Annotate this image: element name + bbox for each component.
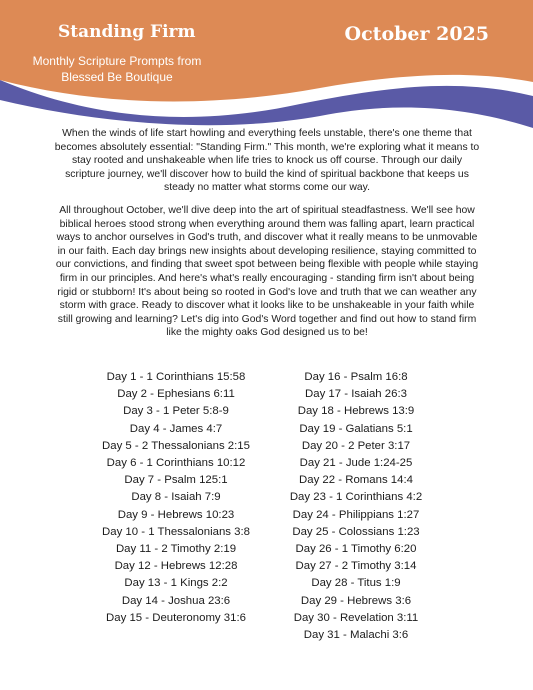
day-item: Day 4 - James 4:7 xyxy=(129,422,223,435)
day-item: Day 16 - Psalm 16:8 xyxy=(304,371,408,383)
intro-paragraph-1: When the winds of life start howling and everything feels unstable, there's one theme that becomes absolutely essential: "Standing Firm." This month, we're exploring what it means to stay rooted and unshakeable when life tries to knock us off course. Through our daily scripture journey, we'll discover how to build the kind of spiritual backbone that keeps us steady no matter what storms come our way. xyxy=(54,128,480,194)
day-item: Day 28 - Titus 1:9 xyxy=(311,577,401,590)
day-item: Day 6 - 1 Corinthians 10:12 xyxy=(106,457,246,470)
day-item: Day 18 - Hebrews 13:9 xyxy=(297,405,415,418)
day-item: Day 26 - 1 Timothy 6:20 xyxy=(295,543,417,556)
month-label: October 2025 xyxy=(344,23,489,45)
day-item: Day 15 - Deuteronomy 31:6 xyxy=(106,611,246,624)
day-item: Day 31 - Malachi 3:6 xyxy=(303,629,409,642)
day-item: Day 1 - 1 Corinthians 15:58 xyxy=(106,371,246,383)
day-item: Day 25 - Colossians 1:23 xyxy=(292,525,420,538)
day-item: Day 7 - Psalm 125:1 xyxy=(124,474,228,487)
day-item: Day 2 - Ephesians 6:11 xyxy=(117,388,235,401)
day-item: Day 27 - 2 Timothy 3:14 xyxy=(295,560,417,573)
day-item: Day 12 - Hebrews 12:28 xyxy=(114,560,238,573)
day-item: Day 21 - Jude 1:24-25 xyxy=(299,457,413,470)
day-item: Day 29 - Hebrews 3:6 xyxy=(300,594,412,607)
page-title: Standing Firm xyxy=(58,22,196,42)
intro-paragraph-2: All throughout October, we'll dive deep into the art of spiritual steadfastness. We'll see how biblical heroes stood strong when everything around them was falling apart, learn practical ways to anchor ourselves in God's truth, and discover what it really means to be unmovable in our faith. Each day brings new insights about developing resilience, staying committed to our convictions, and finding that sweet spot between being flexible with people while staying firm in our principles. And here's what's really encouraging - standing firm isn't about being rigid or stubborn! It's about being so rooted in God's love and truth that we can weather any storm with grace. Ready to discover what it looks like to be unshakeable in your faith while still growing and learning? Let's dig into God's Word together and find out how to stand firm like the mighty oaks God designed us to be! xyxy=(55,204,479,339)
subtitle: Monthly Scripture Prompts from Blessed Be Boutique xyxy=(32,54,202,84)
day-item: Day 24 - Philippians 1:27 xyxy=(292,508,420,521)
day-item: Day 10 - 1 Thessalonians 3:8 xyxy=(102,525,250,538)
day-item: Day 30 - Revelation 3:11 xyxy=(293,611,419,624)
day-item: Day 13 - 1 Kings 2:2 xyxy=(124,577,228,590)
day-item: Day 11 - 2 Timothy 2:19 xyxy=(115,543,237,556)
day-item: Day 14 - Joshua 23:6 xyxy=(121,594,231,607)
day-item: Day 8 - Isaiah 7:9 xyxy=(131,491,221,504)
day-item: Day 5 - 2 Thessalonians 2:15 xyxy=(102,439,250,452)
scripture-list-left xyxy=(76,369,276,627)
intro-text xyxy=(54,127,480,349)
day-item: Day 9 - Hebrews 10:23 xyxy=(117,508,235,521)
day-item: Day 3 - 1 Peter 5:8-9 xyxy=(123,405,229,418)
scripture-list-right xyxy=(256,369,456,644)
day-item: Day 23 - 1 Corinthians 4:2 xyxy=(289,491,423,504)
day-item: Day 20 - 2 Peter 3:17 xyxy=(301,439,411,452)
day-item: Day 17 - Isaiah 26:3 xyxy=(305,388,407,401)
day-item: Day 22 - Romans 14:4 xyxy=(299,474,413,487)
day-item: Day 19 - Galatians 5:1 xyxy=(299,422,413,435)
